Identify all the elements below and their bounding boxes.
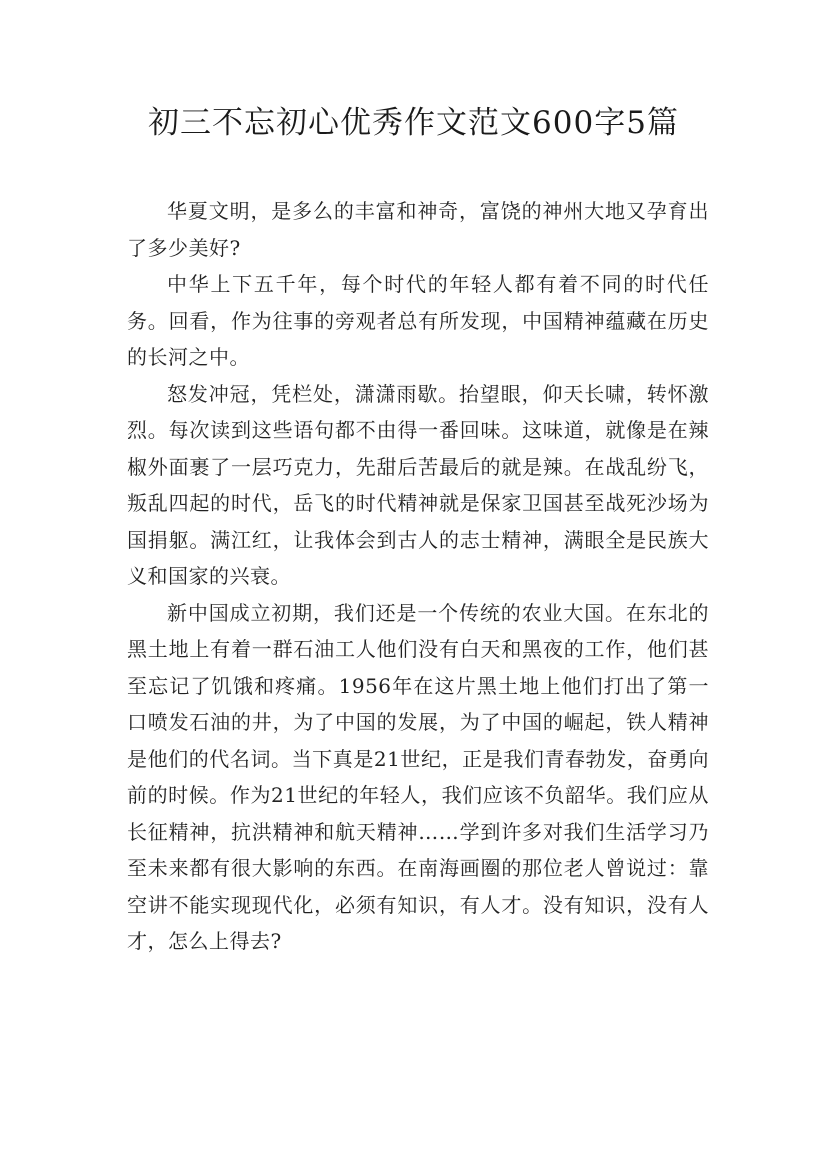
paragraph: 怒发冲冠，凭栏处，潇潇雨歇。抬望眼，仰天长啸，转怀激烈。每次读到这些语句都不由得一番回味。这味道，就像是在辣椒外面裹了一层巧克力，先甜后苦最后的就是辣。在战乱纷飞，叛乱四起的时代，岳飞的时代精神就是保家卫国甚至战死沙场为国捐躯。满江红，让我体会到古人的志士精神，满眼全是民族大义和国家的兴衰。: [127, 381, 709, 588]
paragraph: 新中国成立初期，我们还是一个传统的农业大国。在东北的黑土地上有着一群石油工人他们没有白天和黑夜的工作，他们甚至忘记了饥饿和疼痛。1956年在这片黑土地上他们打出了第一口喷发石油的井，为了中国的发展，为了中国的崛起，铁人精神是他们的代名词。当下真是21世纪，正是我们青春勃发，奋勇向前的时候。作为21世纪的年轻人，我们应该不负韶华。我们应从长征精神，抗洪精神和航天精神……学到许多对我们生活学习乃至未来都有很大影响的东西。在南海画圈的那位老人曾说过：靠空讲不能实现现代化，必须有知识，有人才。没有知识，没有人才，怎么上得去?: [127, 600, 709, 953]
document-body: [127, 193, 709, 960]
paragraph: 中华上下五千年，每个时代的年轻人都有着不同的时代任务。回看，作为往事的旁观者总有所发现，中国精神蕴藏在历史的长河之中。: [127, 272, 709, 369]
paragraph: 华夏文明，是多么的丰富和神奇，富饶的神州大地又孕育出了多少美好?: [127, 199, 709, 260]
document-title: 初三不忘初心优秀作文范文600字5篇: [148, 105, 679, 141]
